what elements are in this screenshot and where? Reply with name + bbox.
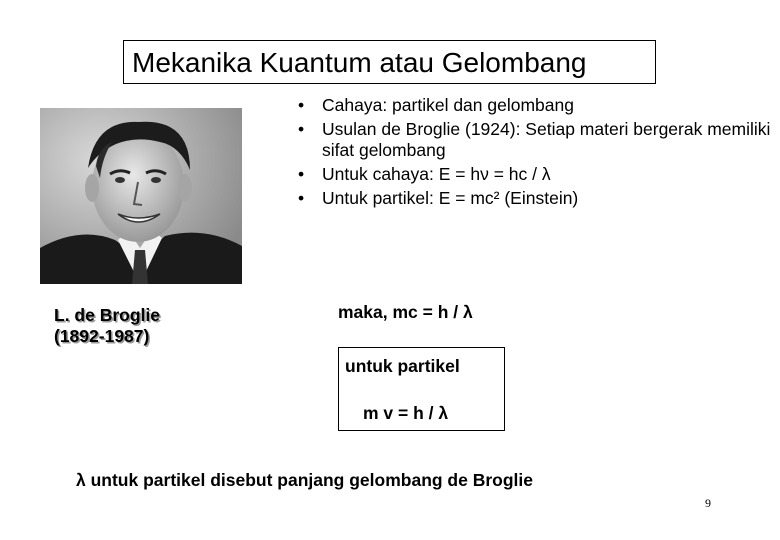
formula-box-label: untuk partikel <box>345 356 460 376</box>
bullet-list <box>296 95 776 212</box>
portrait-photo <box>40 108 242 284</box>
bullet-item: • Usulan de Broglie (1924): Setiap materi bergerak memiliki sifat gelombang <box>296 119 776 161</box>
portrait-caption <box>54 305 160 347</box>
formula-box <box>338 347 505 431</box>
bullet-item: • Untuk cahaya: E = hν = hc / λ <box>296 164 776 185</box>
slide-title: Mekanika Kuantum atau Gelombang <box>132 47 587 78</box>
caption-years: (1892-1987) <box>54 326 150 346</box>
bullet-item: • Untuk partikel: E = mc² (Einstein) <box>296 188 776 209</box>
formula-box-equation: m v = h / λ <box>363 403 449 423</box>
portrait-illustration <box>40 108 242 284</box>
page-number: 9 <box>705 496 711 510</box>
bullet-item: • Cahaya: partikel dan gelombang <box>296 95 776 116</box>
conclusion-text: λ untuk partikel disebut panjang gelombang de Broglie <box>76 470 533 490</box>
slide-title-box <box>123 40 656 84</box>
caption-name: L. de Broglie <box>54 305 160 325</box>
maka-equation: maka, mc = h / λ <box>338 302 473 322</box>
